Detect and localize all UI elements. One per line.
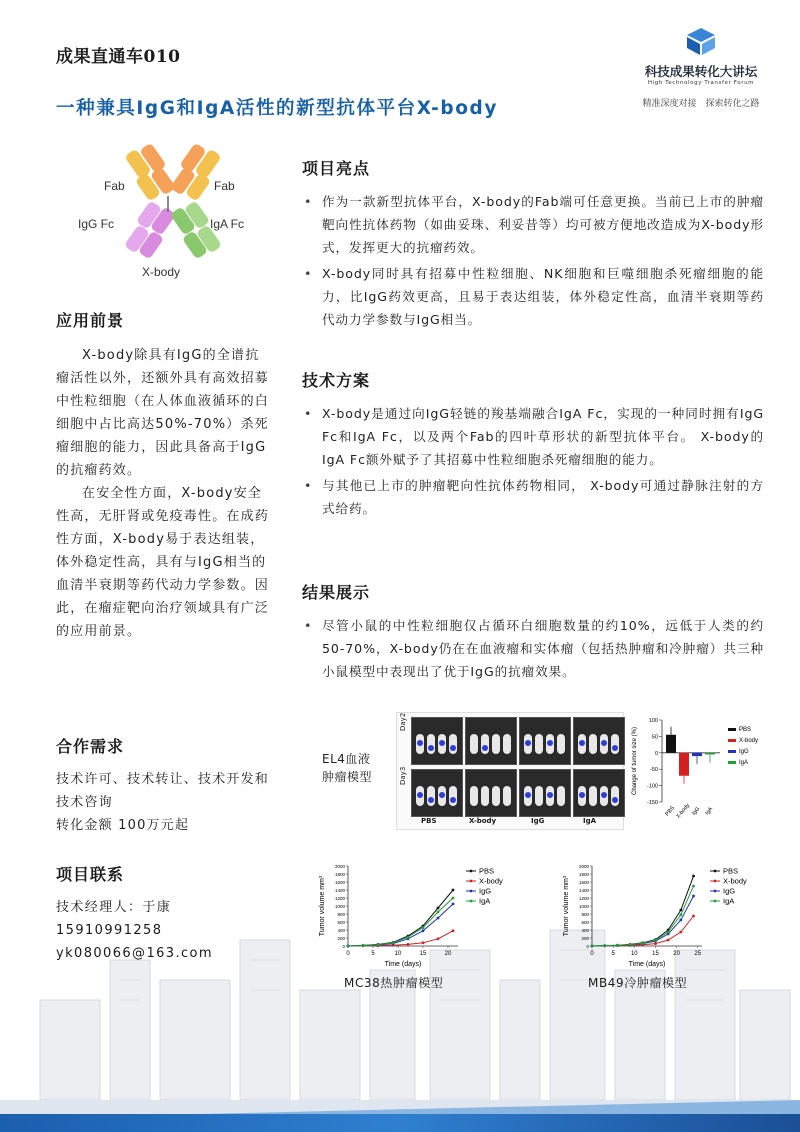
legend-marker: [714, 900, 717, 903]
imaging-photo: [573, 717, 625, 765]
data-point: [377, 943, 380, 946]
legend-marker: [714, 880, 717, 883]
legend-marker: [470, 870, 473, 873]
y-tick-label: 1000: [578, 903, 589, 909]
mouse-silhouette: [589, 786, 597, 806]
mouse-silhouette: [503, 734, 511, 754]
data-point: [437, 911, 440, 914]
x-tick-label: 5: [611, 951, 615, 957]
y-tick-label: 0: [654, 750, 658, 757]
tumor-signal-spot: [525, 740, 531, 746]
mc38-caption: MC38热肿瘤模型: [344, 976, 444, 990]
contact-body: [56, 896, 271, 965]
legend-label: X-body: [479, 876, 503, 886]
mouse-silhouette: [589, 734, 597, 754]
data-point: [452, 929, 455, 932]
contact-title: 项目联系: [56, 865, 125, 884]
legend-swatch: [728, 761, 736, 764]
x-tick-label: PBS: [664, 805, 677, 818]
data-point: [392, 941, 395, 944]
data-point: [679, 909, 682, 912]
results-title: 结果展示: [302, 583, 371, 602]
tech-title: 技术方案: [302, 371, 371, 390]
contact-manager: 技术经理人：于康: [56, 900, 172, 915]
data-point: [679, 919, 682, 922]
data-point: [407, 936, 410, 939]
tumor-signal-spot: [525, 792, 531, 798]
legend-marker: [714, 890, 717, 893]
mouse-silhouette: [427, 786, 435, 806]
y-tick-label: 1600: [578, 879, 589, 885]
data-point: [422, 941, 425, 944]
data-point: [452, 903, 455, 906]
logo-subtitle: High Technology Transfer Forum: [647, 80, 755, 86]
mouse-silhouette: [427, 734, 435, 754]
y-tick-label: -50: [650, 767, 658, 774]
tumor-signal-spot: [579, 792, 585, 798]
legend-marker: [470, 880, 473, 883]
mouse-silhouette: [503, 786, 511, 806]
y-tick-label: 1400: [578, 887, 589, 893]
mouse-silhouette: [481, 734, 489, 754]
legend-label: PBS: [479, 866, 495, 876]
tumor-signal-spot: [612, 797, 618, 803]
y-tick-label: -150: [646, 800, 658, 806]
legend-label: IgA: [479, 896, 491, 906]
x-tick-label: 15: [652, 951, 659, 957]
label-fab-right: Fab: [214, 179, 235, 193]
tumor-signal-spot: [482, 745, 488, 751]
y-tick-label: 800: [337, 911, 345, 917]
el4-label: [322, 750, 372, 786]
tumor-signal-spot: [428, 797, 434, 803]
mouse-silhouette: [557, 786, 565, 806]
data-point: [654, 942, 657, 945]
series-line: [592, 886, 694, 946]
highlights-list: [302, 190, 764, 334]
logo-slogan: 精准深度对接 探索转化之路: [642, 99, 760, 109]
x-tick-label: 20: [444, 951, 452, 957]
legend-marker: [714, 870, 717, 873]
tumor-signal-spot: [450, 797, 456, 803]
label-igg-fc: IgG Fc: [78, 217, 115, 231]
prospect-paragraph: 在安全性方面，X-body安全性高，无肝肾或免疫毒性。在成药性方面，X-body易于表达组装，体外稳定性高，具有与IgG相当的血清半衰期等药代动力学参数。因此，在瘤症靶向治疗领域具有广泛的应用前景。: [56, 486, 270, 639]
data-point: [603, 944, 606, 947]
y-tick-label: 50: [651, 734, 658, 741]
legend-label: IgA: [723, 896, 735, 906]
x-tick-label: 20: [673, 951, 680, 957]
mouse-silhouette: [611, 734, 619, 754]
data-point: [422, 926, 425, 929]
data-point: [616, 944, 619, 947]
x-tick-label: IgG: [691, 806, 702, 817]
y-tick-label: 800: [581, 911, 589, 917]
mouse-silhouette: [535, 786, 543, 806]
series-line: [592, 896, 694, 946]
prospect-paragraph: X-body除具有IgG的全谱抗瘤活性以外，还额外具有高效招募中性粒细胞（在人体血液循环的白细胞中占比高达50%-70%）杀死瘤细胞的能力，因此具备高于IgG的抗瘤药效。: [56, 348, 270, 478]
legend-swatch: [728, 728, 736, 731]
x-tick-label: 15: [419, 951, 427, 957]
data-point: [641, 942, 644, 945]
prospect-body: [56, 344, 271, 643]
tumor-signal-spot: [612, 745, 618, 751]
x-tick-label: 10: [630, 951, 638, 957]
imaging-photo: [411, 717, 463, 765]
data-point: [407, 943, 410, 946]
fab-left-arm: [124, 143, 176, 202]
x-tick-label: IgA: [704, 806, 715, 817]
mouse-silhouette: [492, 734, 500, 754]
tumor-signal-spot: [417, 792, 423, 798]
x-tick-label: 0: [590, 951, 594, 957]
data-point: [667, 931, 670, 934]
y-tick-label: 1200: [334, 895, 345, 901]
imaging-photo: [519, 717, 571, 765]
coop-line: 技术许可、技术转让、技术开发和技术咨询: [56, 772, 270, 810]
imaging-photo: [519, 769, 571, 817]
contact-email[interactable]: yk080066@163.com: [56, 946, 213, 961]
data-point: [362, 944, 365, 947]
data-point: [679, 931, 682, 934]
coop-title: 合作需求: [56, 737, 125, 756]
x-tick-label: 5: [371, 951, 375, 957]
legend-swatch: [728, 750, 736, 753]
results-item: • 尽管小鼠的中性粒细胞仅占循环白细胞数量的约10%，远低于人类的约50-70%，X-body仍在在血液瘤和实体瘤（包括热肿瘤和冷肿瘤）共三种小鼠模型中表现出了优于IgG的抗瘤效果。: [302, 614, 764, 683]
highlight-item: • X-body同时具有招募中性粒细胞、NK细胞和巨噬细胞杀死瘤细胞的能力，比IgG药效更高，且易于表达组装，体外稳定性高，血清半衰期等药代动力学参数与IgG相当。: [302, 262, 764, 331]
data-point: [452, 897, 455, 900]
y-tick-label: -100: [646, 783, 658, 790]
y-tick-label: 0: [342, 943, 345, 949]
el4-label-line: 肿瘤模型: [322, 770, 373, 784]
y-tick-label: 400: [337, 927, 345, 933]
y-tick-label: 1200: [578, 895, 589, 901]
legend-marker: [470, 900, 473, 903]
xbody-diagram: [78, 140, 258, 290]
legend-label: IgG: [739, 749, 749, 755]
data-point: [654, 939, 657, 942]
legend-label: IgA: [739, 760, 749, 766]
data-point: [437, 907, 440, 910]
data-point: [437, 917, 440, 920]
y-tick-label: 100: [648, 718, 658, 724]
tumor-signal-spot: [579, 740, 585, 746]
tumor-size-bar-chart: [628, 712, 768, 832]
group-label: IgA: [583, 817, 597, 825]
legend-marker: [470, 890, 473, 893]
mb49-line-chart: [556, 858, 786, 970]
legend-label: PBS: [739, 727, 752, 733]
series-line: [592, 876, 694, 946]
group-label: IgG: [531, 817, 545, 825]
y-tick-label: 600: [337, 919, 345, 925]
label-iga-fc: IgA Fc: [210, 217, 245, 231]
tech-item: • X-body是通过向IgG轻链的羧基端融合IgA Fc，实现的一种同时拥有IgG Fc和IgA Fc，以及两个Fab的四叶草形状的新型抗体平台。 X-body的IgA Fc额外赋予了其招募中性粒细胞杀死瘤细胞的能力。: [302, 402, 764, 471]
imaging-photo: [573, 769, 625, 817]
bar: [666, 735, 676, 753]
main-title: 一种兼具IgG和IgA活性的新型抗体平台X-body: [56, 98, 499, 119]
y-tick-label: 1800: [578, 871, 589, 877]
el4-imaging-panel: [396, 712, 624, 830]
logo-title: 科技成果转化大讲坛: [644, 64, 758, 79]
y-tick-label: 200: [581, 935, 589, 941]
tumor-signal-spot: [439, 740, 445, 746]
coop-line: 转化金额 100万元起: [56, 818, 190, 833]
tumor-signal-spot: [601, 792, 607, 798]
mouse-silhouette: [492, 786, 500, 806]
y-tick-label: 600: [581, 919, 589, 925]
mc38-line-chart: [312, 858, 542, 970]
tumor-signal-spot: [601, 740, 607, 746]
el4-label-line: EL4血液: [322, 752, 371, 766]
y-axis-label: Tumor volume mm³: [563, 875, 570, 937]
cube-logo-icon: [684, 26, 718, 56]
x-tick-label: X-body: [675, 802, 692, 820]
data-point: [692, 895, 695, 898]
bar: [705, 753, 715, 755]
x-tick-label: 25: [694, 951, 702, 957]
results-list: [302, 614, 764, 686]
legend-label: X-body: [739, 738, 759, 744]
imaging-photo: [411, 769, 463, 817]
tumor-signal-spot: [547, 792, 553, 798]
mb49-caption: MB49冷肿瘤模型: [588, 976, 688, 990]
mouse-silhouette: [449, 786, 457, 806]
y-tick-label: 400: [581, 927, 589, 933]
contact-phone: 15910991258: [56, 923, 163, 938]
data-point: [629, 943, 632, 946]
forum-logo: [628, 26, 774, 109]
data-point: [347, 945, 350, 948]
label-xbody: X-body: [142, 265, 181, 279]
data-point: [437, 937, 440, 940]
y-tick-label: 1800: [334, 871, 345, 877]
y-tick-label: 1600: [334, 879, 345, 885]
prospect-title: 应用前景: [56, 311, 125, 330]
data-point: [692, 875, 695, 878]
data-point: [591, 945, 594, 948]
data-point: [692, 915, 695, 918]
y-tick-label: 1000: [334, 903, 345, 909]
day-label: Day2: [399, 712, 407, 731]
y-axis-label: Change of tumor size (%): [632, 726, 638, 796]
data-point: [679, 913, 682, 916]
tumor-signal-spot: [439, 792, 445, 798]
tumor-signal-spot: [417, 740, 423, 746]
highlight-item: • 作为一款新型抗体平台，X-body的Fab端可任意更换。当前已上市的肿瘤靶向性抗体药物（如曲妥珠、利妥昔等）均可被方便地改造成为X-body形式，发挥更大的抗瘤药效。: [302, 190, 764, 259]
mouse-silhouette: [470, 786, 478, 806]
mouse-silhouette: [470, 734, 478, 754]
label-fab-left: Fab: [104, 179, 125, 193]
y-axis-label: Tumor volume mm³: [319, 875, 326, 937]
legend-label: X-body: [723, 876, 747, 886]
mouse-silhouette: [535, 734, 543, 754]
y-tick-label: 1400: [334, 887, 345, 893]
footer-gradient-bar: [0, 1100, 800, 1132]
x-axis-label: Time (days): [384, 961, 422, 968]
legend-label: IgG: [723, 886, 736, 896]
x-tick-label: 0: [346, 951, 350, 957]
y-tick-label: 2000: [334, 863, 345, 869]
y-tick-label: 2000: [578, 863, 589, 869]
group-label: PBS: [421, 817, 437, 825]
tech-item: • 与其他已上市的肿瘤靶向性抗体药物相同， X-body可通过静脉注射的方式给药。: [302, 474, 764, 520]
y-tick-label: 0: [586, 943, 589, 949]
series-tag: 成果直通车010: [56, 47, 181, 67]
day-label: Day3: [399, 766, 407, 785]
imaging-photo: [465, 717, 517, 765]
data-point: [422, 929, 425, 932]
tumor-signal-spot: [450, 745, 456, 751]
imaging-photo: [465, 769, 517, 817]
tech-list: [302, 402, 764, 523]
highlights-title: 项目亮点: [302, 159, 371, 178]
tumor-signal-spot: [547, 740, 553, 746]
tumor-signal-spot: [428, 745, 434, 751]
mouse-silhouette: [449, 734, 457, 754]
data-point: [692, 885, 695, 888]
mouse-silhouette: [611, 786, 619, 806]
data-point: [667, 939, 670, 942]
legend-swatch: [728, 739, 736, 742]
x-axis-label: Time (days): [628, 961, 666, 968]
coop-body: [56, 768, 274, 837]
bar: [692, 753, 702, 756]
group-label: X-body: [469, 817, 497, 825]
bar: [679, 753, 689, 776]
legend-label: IgG: [479, 886, 492, 896]
data-point: [452, 889, 455, 892]
legend-label: PBS: [723, 866, 739, 876]
mouse-silhouette: [557, 734, 565, 754]
y-tick-label: 200: [337, 935, 345, 941]
x-tick-label: 10: [394, 951, 402, 957]
mouse-silhouette: [481, 786, 489, 806]
